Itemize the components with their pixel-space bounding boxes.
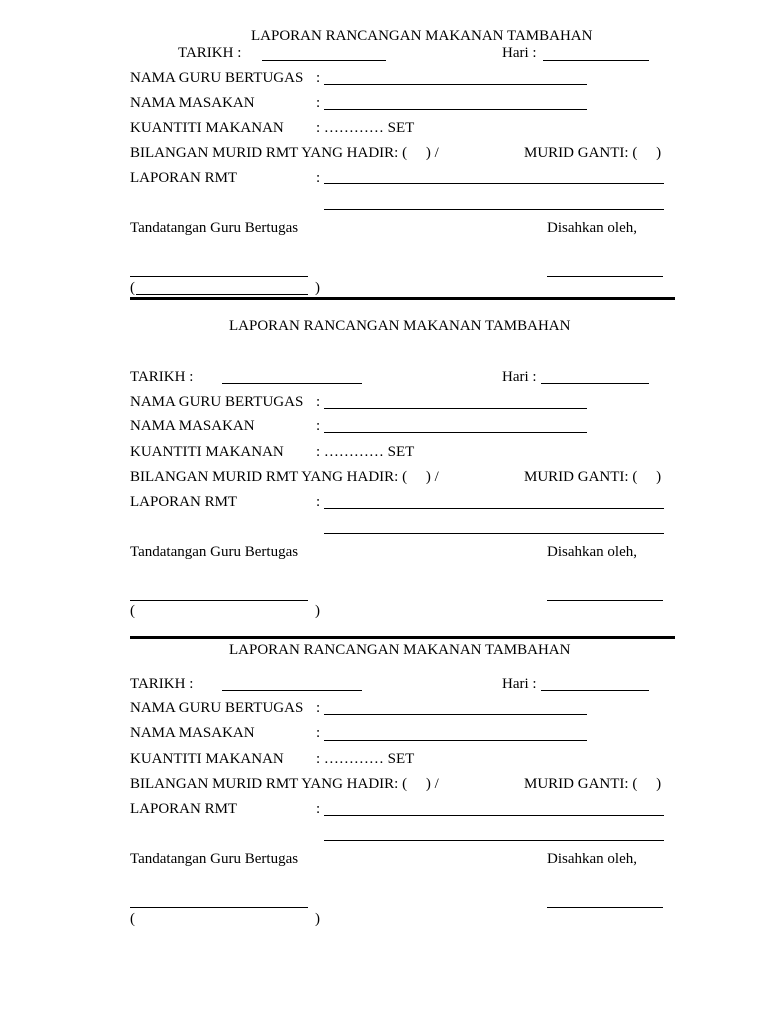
laporan-field-2[interactable]	[324, 840, 664, 841]
nama-guru-label: NAMA GURU BERTUGAS	[130, 70, 304, 86]
nama-masakan-label: NAMA MASAKAN	[130, 418, 255, 434]
bilangan-label[interactable]: BILANGAN MURID RMT YANG HADIR: ( ) /	[130, 776, 439, 792]
name-close-paren: )	[315, 280, 320, 296]
tandatangan-label: Tandatangan Guru Bertugas	[130, 220, 299, 236]
kuantiti-value[interactable]: : ………… SET	[316, 120, 415, 136]
colon: :	[316, 700, 321, 716]
nama-guru-label: NAMA GURU BERTUGAS	[130, 394, 304, 410]
disahkan-label: Disahkan oleh,	[547, 544, 637, 560]
approval-signature-line[interactable]	[547, 600, 663, 601]
nama-guru-field[interactable]	[324, 714, 587, 715]
hari-label: Hari :	[502, 676, 537, 692]
kuantiti-label: KUANTITI MAKANAN	[130, 444, 284, 460]
bilangan-label[interactable]: BILANGAN MURID RMT YANG HADIR: ( ) /	[130, 469, 439, 485]
form-title: LAPORAN RANCANGAN MAKANAN TAMBAHAN	[251, 28, 593, 44]
colon: :	[316, 394, 321, 410]
laporan-field-1[interactable]	[324, 815, 664, 816]
hari-label: Hari :	[502, 45, 537, 61]
name-close-paren: )	[315, 603, 320, 619]
name-open-paren: (	[130, 280, 135, 296]
hari-field[interactable]	[541, 690, 649, 691]
tarikh-label: TARIKH :	[178, 45, 242, 61]
colon: :	[316, 95, 321, 111]
colon: :	[316, 494, 321, 510]
colon: :	[316, 70, 321, 86]
signature-line[interactable]	[130, 600, 308, 601]
nama-guru-label: NAMA GURU BERTUGAS	[130, 700, 304, 716]
hari-label: Hari :	[502, 369, 537, 385]
kuantiti-value[interactable]: : ………… SET	[316, 444, 415, 460]
name-close-paren: )	[315, 911, 320, 927]
kuantiti-value[interactable]: : ………… SET	[316, 751, 415, 767]
nama-masakan-label: NAMA MASAKAN	[130, 725, 255, 741]
laporan-field-2[interactable]	[324, 533, 664, 534]
colon: :	[316, 725, 321, 741]
colon: :	[316, 801, 321, 817]
nama-masakan-field[interactable]	[324, 432, 587, 433]
disahkan-label: Disahkan oleh,	[547, 220, 637, 236]
kuantiti-label: KUANTITI MAKANAN	[130, 120, 284, 136]
murid-ganti-label[interactable]: MURID GANTI: ( )	[524, 145, 662, 161]
name-open-paren: (	[130, 603, 135, 619]
colon: :	[316, 170, 321, 186]
colon: :	[316, 418, 321, 434]
form-title: LAPORAN RANCANGAN MAKANAN TAMBAHAN	[229, 318, 571, 334]
hari-field[interactable]	[541, 383, 649, 384]
nama-masakan-label: NAMA MASAKAN	[130, 95, 255, 111]
signature-line[interactable]	[130, 907, 308, 908]
murid-ganti-label[interactable]: MURID GANTI: ( )	[524, 776, 662, 792]
tarikh-field[interactable]	[222, 690, 362, 691]
kuantiti-label: KUANTITI MAKANAN	[130, 751, 284, 767]
laporan-label: LAPORAN RMT	[130, 494, 238, 510]
section-divider	[130, 636, 675, 639]
disahkan-label: Disahkan oleh,	[547, 851, 637, 867]
laporan-field-1[interactable]	[324, 508, 664, 509]
tarikh-field[interactable]	[222, 383, 362, 384]
approval-signature-line[interactable]	[547, 907, 663, 908]
tandatangan-label: Tandatangan Guru Bertugas	[130, 544, 299, 560]
nama-guru-field[interactable]	[324, 408, 587, 409]
murid-ganti-label[interactable]: MURID GANTI: ( )	[524, 469, 662, 485]
laporan-label: LAPORAN RMT	[130, 170, 238, 186]
nama-masakan-field[interactable]	[324, 740, 587, 741]
name-open-paren: (	[130, 911, 135, 927]
bilangan-label[interactable]: BILANGAN MURID RMT YANG HADIR: ( ) /	[130, 145, 439, 161]
laporan-label: LAPORAN RMT	[130, 801, 238, 817]
tarikh-label: TARIKH :	[130, 369, 194, 385]
tandatangan-label: Tandatangan Guru Bertugas	[130, 851, 299, 867]
tarikh-label: TARIKH :	[130, 676, 194, 692]
form-title: LAPORAN RANCANGAN MAKANAN TAMBAHAN	[229, 642, 571, 658]
